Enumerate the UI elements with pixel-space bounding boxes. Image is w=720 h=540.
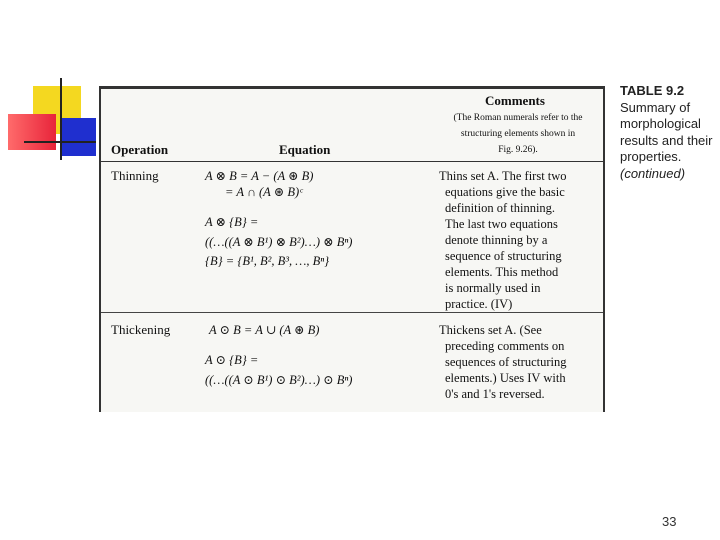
equation-line: A ⊗ B = A − (A ⊛ B) xyxy=(205,169,314,183)
comment-line: elements. This method xyxy=(445,265,559,279)
decor-blue-square xyxy=(62,118,96,156)
comment-line: preceding comments on xyxy=(445,339,565,353)
equation-line: {B} = {B¹, B², B³, …, Bⁿ} xyxy=(205,254,330,268)
comment-line: Thickens set A. (See xyxy=(439,323,542,337)
header-comments-note: (The Roman numerals refer to the xyxy=(453,113,583,123)
caption-title: TABLE 9.2 xyxy=(620,83,685,98)
caption-continued: (continued) xyxy=(620,165,686,181)
table-top-rule xyxy=(101,86,603,89)
decor-horizontal-line xyxy=(24,141,96,143)
decor-red-square xyxy=(8,114,56,150)
caption-line: morphological xyxy=(620,116,701,131)
comment-line: practice. (IV) xyxy=(445,297,513,311)
comment-line: The last two equations xyxy=(445,217,558,231)
caption-line: results and their xyxy=(620,132,713,148)
table-caption xyxy=(620,83,720,182)
comment-line: elements.) Uses IV with xyxy=(445,371,566,385)
comment-line: is normally used in xyxy=(445,281,541,295)
equation-line: ((…((A ⊗ B¹) ⊗ B²)…) ⊗ Bⁿ) xyxy=(205,235,353,249)
equation-line: ((…((A ⊙ B¹) ⊙ B²)…) ⊙ Bⁿ) xyxy=(205,373,353,387)
caption-line: Summary of xyxy=(620,99,691,115)
comment-line: equations give the basic xyxy=(445,185,565,199)
operation-thickening: Thickening xyxy=(111,322,171,337)
equation-line: A ⊙ B = A ∪ (A ⊛ B) xyxy=(209,323,320,337)
header-comments: Comments xyxy=(485,93,545,108)
comment-line: sequence of structuring xyxy=(445,249,562,263)
header-operation: Operation xyxy=(111,142,169,157)
header-comments-note: structuring elements shown in xyxy=(460,129,576,139)
equation-line: = A ∩ (A ⊛ B)ᶜ xyxy=(225,185,303,199)
comment-line: definition of thinning. xyxy=(445,201,556,215)
equation-line: A ⊗ {B} = xyxy=(205,215,259,229)
table-image xyxy=(99,86,605,412)
caption-line: properties. xyxy=(620,149,682,164)
header-comments-note: Fig. 9.26). xyxy=(498,145,538,155)
comment-line: denote thinning by a xyxy=(445,233,548,247)
comment-line: 0's and 1's reversed. xyxy=(445,387,545,401)
equation-line: A ⊙ {B} = xyxy=(205,353,259,367)
decor-vertical-line xyxy=(60,78,62,160)
table-header-rule xyxy=(101,161,603,162)
operation-thinning: Thinning xyxy=(111,168,159,183)
comment-line: Thins set A. The first two xyxy=(439,169,567,183)
table-row-divider xyxy=(101,312,603,313)
page-number: 33 xyxy=(662,514,677,529)
header-equation: Equation xyxy=(279,142,331,157)
comment-line: sequences of structuring xyxy=(445,355,567,369)
